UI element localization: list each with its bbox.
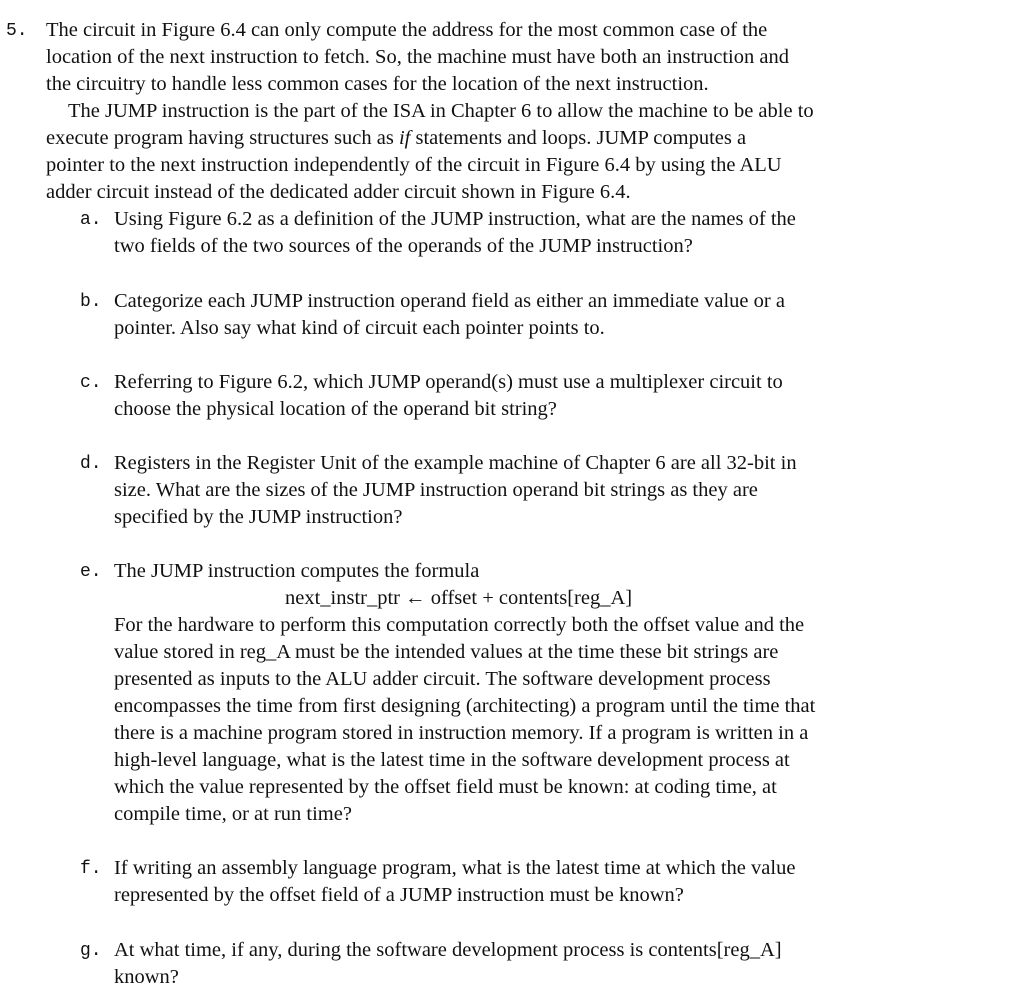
para2-line-2 [46, 125, 746, 151]
part-e-line-5: presented as inputs to the ALU adder circuit. The software development process [114, 668, 771, 690]
part-c-line-1: Referring to Figure 6.2, which JUMP operand(s) must use a multiplexer circuit to [114, 371, 783, 393]
part-g-label: g. [80, 941, 102, 961]
part-e-line-3: For the hardware to perform this computation correctly both the offset value and the [114, 614, 805, 636]
part-e-line-4: value stored in reg_A must be the intended values at the time these bit strings are [114, 641, 779, 663]
part-e-line-10: compile time, or at run time? [114, 803, 352, 825]
part-b-label: b. [80, 292, 102, 312]
part-b-line-1: Categorize each JUMP instruction operand field as either an immediate value or a [114, 290, 785, 312]
part-g-line-1: At what time, if any, during the software development process is contents[reg_A] [114, 939, 782, 961]
part-f-line-2: represented by the offset field of a JUMP instruction must be known? [114, 884, 684, 906]
part-e-line-8: high-level language, what is the latest time in the software development process at [114, 749, 790, 771]
part-c-line-2: choose the physical location of the operand bit string? [114, 398, 557, 420]
para2-line-3: pointer to the next instruction independently of the circuit in Figure 6.4 by using the ALU [46, 154, 782, 176]
part-e-line-1: The JUMP instruction computes the formula [114, 560, 480, 582]
part-f-line-1: If writing an assembly language program, what is the latest time at which the value [114, 857, 796, 879]
para2-line-1: The JUMP instruction is the part of the ISA in Chapter 6 to allow the machine to be able to [68, 100, 814, 122]
part-c-label: c. [80, 373, 102, 393]
part-d-line-2: size. What are the sizes of the JUMP instruction operand bit strings as they are [114, 479, 758, 501]
if-keyword: if [398, 127, 411, 149]
jump-formula: next_instr_ptr ← offset + contents[reg_A] [285, 587, 633, 609]
part-g-line-2: known? [114, 966, 179, 988]
part-a-line-2: two fields of the two sources of the operands of the JUMP instruction? [114, 235, 693, 257]
intro-line-2: location of the next instruction to fetch. So, the machine must have both an instruction and [46, 46, 789, 68]
part-a-line-1: Using Figure 6.2 as a definition of the JUMP instruction, what are the names of the [114, 208, 796, 230]
part-a-label: a. [80, 210, 102, 230]
part-b-line-2: pointer. Also say what kind of circuit each pointer points to. [114, 317, 605, 339]
part-d-line-3: specified by the JUMP instruction? [114, 506, 403, 528]
intro-line-3: the circuitry to handle less common cases for the location of the next instruction. [46, 73, 709, 95]
para2-line-4: adder circuit instead of the dedicated adder circuit shown in Figure 6.4. [46, 181, 631, 203]
para2-line-2-pre: execute program having structures such as [46, 127, 399, 149]
intro-line-1: The circuit in Figure 6.4 can only compute the address for the most common case of the [46, 19, 768, 41]
part-d-label: d. [80, 454, 102, 474]
part-e-line-9: which the value represented by the offset field must be known: at coding time, at [114, 776, 777, 798]
para2-line-2-post: statements and loops. JUMP computes a [410, 127, 747, 149]
part-e-line-7: there is a machine program stored in instruction memory. If a program is written in a [114, 722, 809, 744]
part-e-line-6: encompasses the time from first designing (architecting) a program until the time that [114, 695, 816, 717]
problem-number: 5. [6, 21, 28, 41]
part-e-label: e. [80, 562, 102, 582]
part-f-label: f. [80, 859, 102, 879]
part-d-line-1: Registers in the Register Unit of the example machine of Chapter 6 are all 32-bit in [114, 452, 797, 474]
